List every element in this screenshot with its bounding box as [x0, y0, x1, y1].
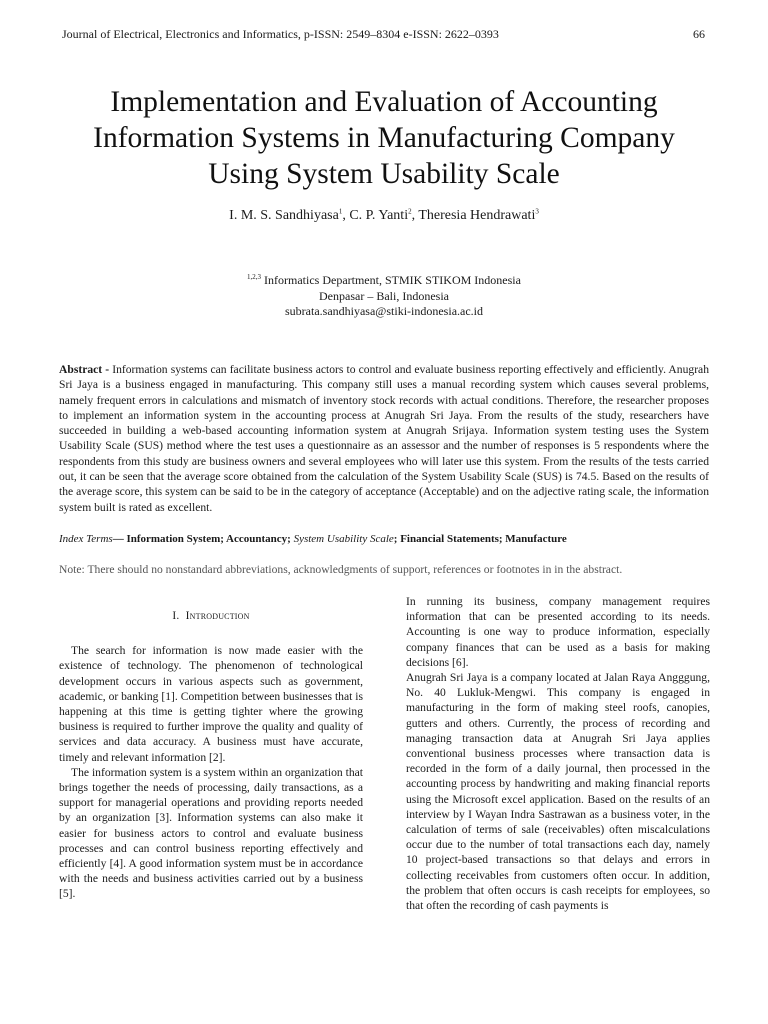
- abstract-label: Abstract -: [59, 363, 110, 376]
- author-list: I. M. S. Sandhiyasa$^1$, C. P. Yanti$^2$, Theresia Hendrawati$^3$: [229, 207, 539, 223]
- paragraph: The search for information is now made easier with the existence of technology. The phenomenon of technological development occurs in various aspects such as government, academic, or banking [1]. Competition between businesses that is happening at this time is getting tighter where the growing business is required to further improve the quality and quality of services and data accuracy. A business must have accurate, timely and relevant information [2].: [59, 644, 363, 764]
- affiliation-block: [60, 273, 708, 320]
- index-terms-part1: Information System; Accountancy;: [126, 533, 291, 545]
- affiliation-superscript: 1,2,3: [247, 273, 262, 281]
- index-terms-part2: System Usability Scale: [293, 533, 394, 545]
- abstract-note: Note: There should no nonstandard abbreviations, acknowledgments of support, references or footnotes in in the abstract.: [59, 563, 623, 576]
- affiliation-email: subrata.sandhiyasa@stiki-indonesia.ac.id: [285, 304, 483, 318]
- paragraph: Anugrah Sri Jaya is a company located at Jalan Raya Angggung, No. 40 Lukluk-Mengwi. This company is engaged in manufacturing in the form of making steel roofs, canopies, gutters and others. Currently, the process of recording and managing transaction data at Anugrah Sri Jaya applies conventional business processes where transaction data is recorded in the form of a daily journal, then processed in the accounting process by handwriting and making financial reports using the Microsoft excel application. Based on the results of an interview by I Wayan Indra Sastrawan as a business voter, in the calculation of terms of sale (receivables) often miscalculations occur due to the number of total transactions each day, namely 10 project-based transactions so that delays and errors in collecting receivables from customers often occur. In addition, the problem that often occurs is cash receipts for employees, so that often the recording of cash payments is: [406, 671, 710, 913]
- section-heading: [59, 609, 363, 624]
- right-column: [406, 594, 710, 913]
- author-superscript: 3: [535, 207, 539, 216]
- author-name: Theresia Hendrawati: [418, 208, 536, 223]
- paragraph: In running its business, company management requires information that can be presented according to its needs. Accounting is one way to produce information, especially company finances that can be used as a basis for making decisions [6].: [406, 595, 710, 669]
- author-name: C. P. Yanti: [349, 208, 409, 223]
- author-name: I. M. S. Sandhiyasa: [229, 208, 339, 223]
- abstract: [59, 362, 709, 515]
- left-column: [59, 609, 363, 902]
- paper-title: Implementation and Evaluation of Accounting Information Systems in Manufacturing Company Using System Usability Scale: [93, 86, 675, 190]
- author-superscript: 2: [408, 207, 412, 216]
- index-terms-dash: —: [112, 533, 124, 545]
- author-superscript: 1: [338, 207, 343, 216]
- index-terms-label: Index Terms: [59, 533, 113, 545]
- index-terms: [59, 533, 709, 545]
- index-terms-part3: ; Financial Statements; Manufacture: [393, 533, 567, 545]
- abstract-text: Information systems can facilitate business actors to control and evaluate business reporting effectively and efficiently. Anugrah Sri Jaya is a business engaged in manufacturing. This company still uses a manual recording system which causes several problems, namely frequent errors in calculations and mismatch of inventory stock records with actual conditions. Therefore, the researcher proposes to implement an information system in the accounting process at Anugrah Sri Jaya. From the results of the study, researchers have succeeded in building a web-based accounting information system at Anugrah Srijaya. Information system testing uses the System Usability Scale (SUS) method where the test uses a questionnaire as an assessor and the number of responses is 5 respondents where the respondents from this study are business owners and several employees who will later use this system. From the results of the tests carried out, it can be seen that the average score obtained from the calculation of the System Usability Scale (SUS) is 74.5. Based on the results of the average score, this system can be said to be in the category of acceptance (Acceptable) and on the adjective rating scale, the information system built is rated as excellent.: [59, 363, 709, 514]
- affiliation-location: Denpasar – Bali, Indonesia: [319, 288, 449, 303]
- affiliation-line: [60, 273, 708, 289]
- page-number: 66: [693, 27, 705, 41]
- section-number: I.: [172, 610, 180, 622]
- paragraph: The information system is a system within an organization that brings together the needs of processing, daily transactions, as a support for managerial operations and providing reports needed by an organization [3]. Information systems can also make it easier for business actors to control and evaluate business processes and can control business reporting effectively and efficiently [4]. A good information system must be in accordance with the needs and business activities carried out by a business [5].: [59, 765, 363, 901]
- affiliation-department: Informatics Department, STMIK STIKOM Indonesia: [264, 273, 521, 287]
- journal-header: Journal of Electrical, Electronics and Informatics, p-ISSN: 2549–8304 e-ISSN: 2622–0393: [62, 27, 499, 41]
- section-title: Introduction: [185, 610, 250, 622]
